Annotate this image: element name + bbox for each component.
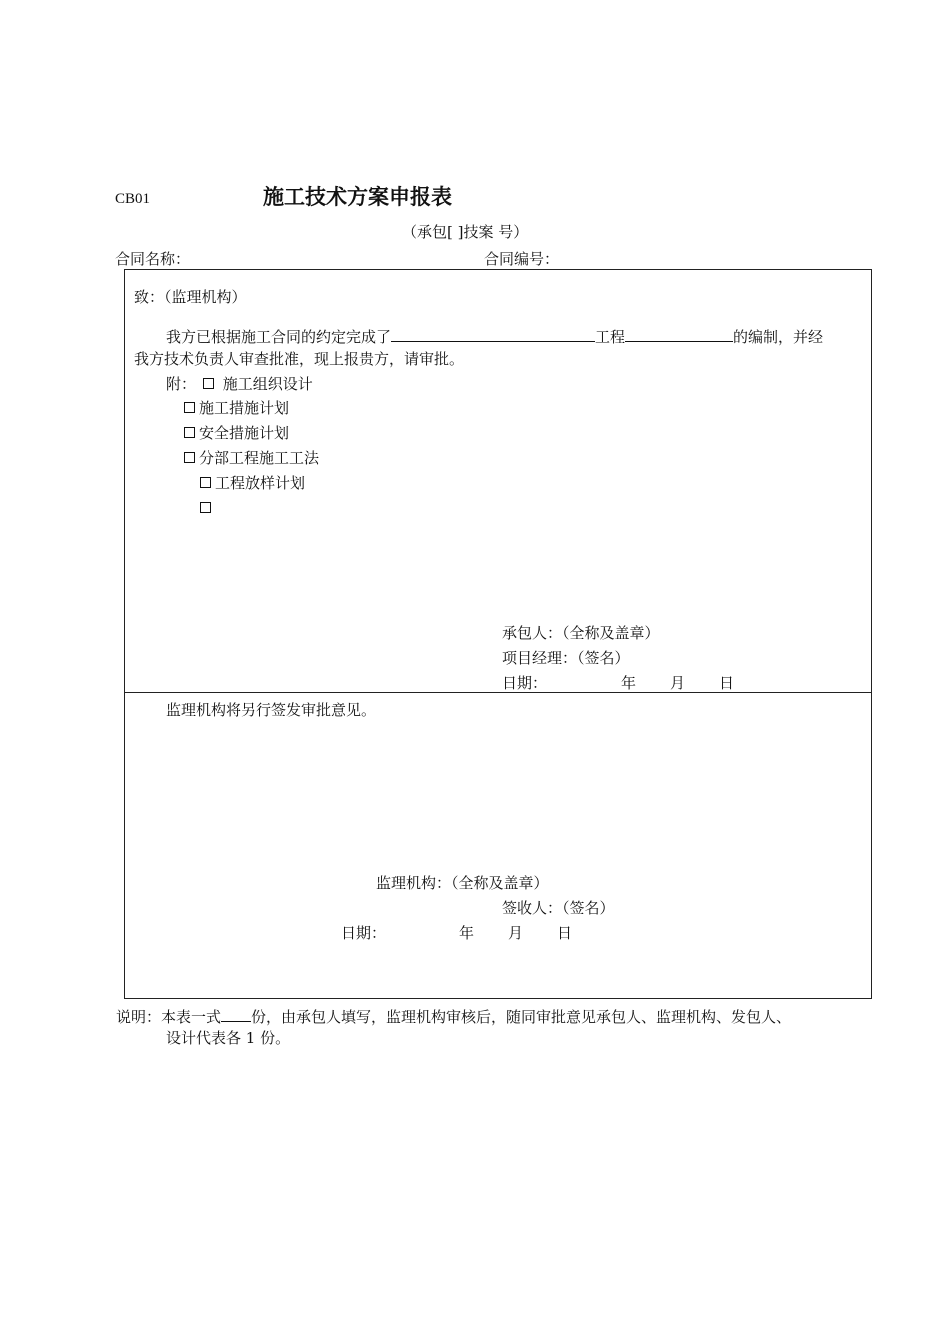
- receiver-signature: 签收人：（签名）: [502, 899, 615, 917]
- body-text-2: 工程: [595, 328, 626, 346]
- contractor-signature: 承包人：（全称及盖章）: [502, 624, 660, 642]
- attachments-label: 附：: [166, 375, 197, 393]
- attachment-item[interactable]: 施工措施计划: [184, 398, 289, 418]
- checkbox-icon[interactable]: [184, 452, 195, 463]
- checkbox-icon[interactable]: [200, 477, 211, 488]
- recipient-line: 致：（监理机构）: [134, 288, 247, 306]
- copies-blank[interactable]: [221, 1004, 251, 1022]
- checkbox-icon[interactable]: [184, 402, 195, 413]
- attachment-item[interactable]: 分部工程施工工法: [184, 448, 319, 468]
- footer-note-line-1: 说明：本表一式 份，由承包人填写，监理机构审核后，随同审批意见承包人、监理机构、发包人、: [116, 1004, 791, 1027]
- body-line-1: [166, 324, 823, 347]
- body-line-2: 我方技术负责人审查批准，现上报贵方，请审批。: [134, 350, 465, 368]
- contract-name-label: 合同名称：: [115, 250, 191, 268]
- section-divider: [124, 692, 871, 693]
- serial-number: （承包[ ]技案 号）: [402, 223, 529, 241]
- contract-no-label: 合同编号：: [484, 250, 560, 268]
- project-blank[interactable]: [391, 324, 595, 342]
- supervisor-note: 监理机构将另行签发审批意见。: [166, 701, 377, 719]
- attachment-item[interactable]: 工程放样计划: [200, 473, 305, 493]
- contractor-date: 日期： 年 月 日: [502, 674, 735, 692]
- form-title: 施工技术方案申报表: [263, 184, 452, 209]
- attachment-item[interactable]: [200, 498, 215, 518]
- form-code: CB01: [115, 191, 151, 207]
- supervisor-org-signature: 监理机构：（全称及盖章）: [376, 874, 549, 892]
- supervisor-date: 日期： 年 月 日: [341, 924, 573, 942]
- body-text-3: 的编制，并经: [733, 328, 824, 346]
- checkbox-icon[interactable]: [203, 378, 214, 389]
- project-manager-signature: 项目经理：（签名）: [502, 649, 630, 667]
- checkbox-icon[interactable]: [184, 427, 195, 438]
- checkbox-icon[interactable]: [200, 502, 211, 513]
- attachment-item[interactable]: 施工组织设计: [203, 374, 313, 394]
- body-text-1: 我方已根据施工合同的约定完成了: [166, 328, 392, 346]
- footer-note-line-2: 设计代表各 1 份。: [166, 1029, 291, 1047]
- attachment-item[interactable]: 安全措施计划: [184, 423, 289, 443]
- document-blank[interactable]: [625, 324, 733, 342]
